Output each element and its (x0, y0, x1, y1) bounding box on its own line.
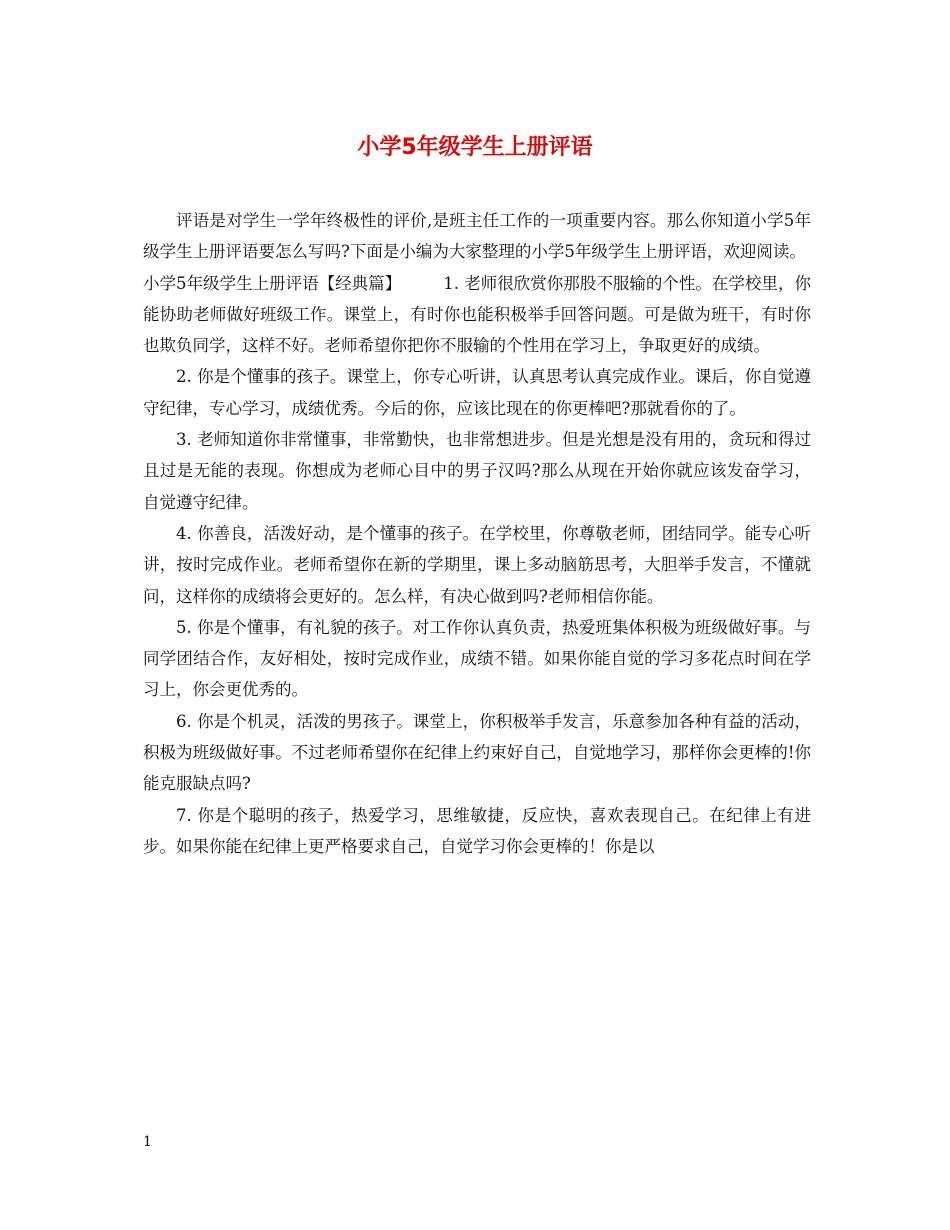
section-heading: 小学5年级学生上册评语【经典篇】 (143, 273, 402, 293)
comment-item-5: 5. 你是个懂事，有礼貌的孩子。对工作你认真负责，热爱班集体积极为班级做好事。与同学团结合作，友好相处，按时完成作业，成绩不错。如果你能自觉的学习多花点时间在学习上，你会更优秀的。 (143, 617, 811, 700)
page-number: 1 (143, 1134, 152, 1150)
comment-item-6: 6. 你是个机灵，活泼的男孩子。课堂上，你积极举手发言，乐意参加各种有益的活动，积极为班级做好事。不过老师希望你在纪律上约束好自己，自觉地学习，那样你会更棒的!你能克服缺点吗? (143, 711, 811, 794)
document-body (143, 205, 811, 862)
intro-paragraph: 评语是对学生一学年终极性的评价,是班主任工作的一项重要内容。那么你知道小学5年级学生上册评语要怎么写吗?下面是小编为大家整理的小学5年级学生上册评语，欢迎阅读。 (143, 211, 811, 262)
comment-item-3: 3. 老师知道你非常懂事，非常勤快，也非常想进步。但是光想是没有用的，贪玩和得过且过是无能的表现。你想成为老师心目中的男子汉吗?那么从现在开始你就应该发奋学习，自觉遵守纪律。 (143, 430, 811, 512)
document-title: 小学5年级学生上册评语 (357, 135, 593, 160)
comment-item-1: 1. 老师很欣赏你那股不服输的个性。在学校里，你能协助老师做好班级工作。课堂上，有时你也能积极举手回答问题。可是做为班干，有时你也欺负同学，这样不好。老师希望你把你不服输的个性用在学习上，争取更好的成绩。 (143, 273, 811, 356)
section-paragraph (143, 268, 811, 362)
comment-item-2: 2. 你是个懂事的孩子。课堂上，你专心听讲，认真思考认真完成作业。课后，你自觉遵守纪律，专心学习，成绩优秀。今后的你，应该比现在的你更棒吧?那就看你的了。 (143, 367, 811, 418)
comment-item-7: 7. 你是个聪明的孩子，热爱学习，思维敏捷，反应快，喜欢表现自己。在纪律上有进步。如果你能在纪律上更严格要求自己，自觉学习你会更棒的！你是以 (143, 805, 811, 856)
comment-item-4: 4. 你善良，活泼好动，是个懂事的孩子。在学校里，你尊敬老师，团结同学。能专心听讲，按时完成作业。老师希望你在新的学期里，课上多动脑筋思考，大胆举手发言，不懂就问，这样你的成绩将会更好的。怎么样，有决心做到吗?老师相信你能。 (143, 523, 811, 606)
